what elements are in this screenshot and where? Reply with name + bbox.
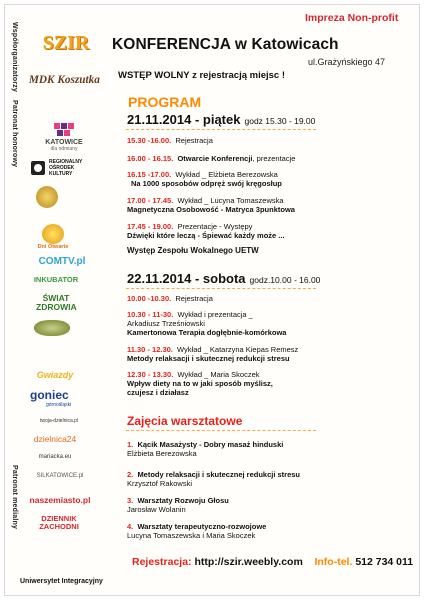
logo-swiat-zdrowia: ŚWIAT ZDROWIA	[36, 293, 77, 312]
logo-mariacka: mariacka.eu	[38, 454, 72, 460]
venue-address: ul.Grażyńskiego 47	[308, 57, 386, 67]
day2-item-4: 12.30 - 13.30. Wykład _ Maria Skoczek Wpływ diety na to w jaki sposób myślisz, czujesz i działasz	[127, 370, 273, 397]
phone-number: 512 734 011	[355, 556, 414, 568]
katowice-icon	[52, 121, 76, 139]
rok-icon	[30, 159, 46, 177]
free-entry-note: WSTĘP WOLNY z rejestracją miejsc !	[118, 70, 286, 81]
workshops-divider	[126, 430, 316, 431]
logo-gwiazdy: Gwiazdy	[36, 370, 74, 380]
registration-link[interactable]: http://szir.weebly.com	[194, 556, 303, 568]
day2-heading: 22.11.2014 - sobota godz.10.00 - 16.00	[127, 271, 321, 286]
green-seal	[34, 320, 70, 336]
workshop-2: 2. Metody relaksacji i skutecznej redukcji stresu Krzysztof Rakowski	[127, 470, 301, 488]
seal-emblem	[36, 186, 58, 208]
workshops-heading: Zajęcia warsztatowe	[127, 414, 243, 428]
side-label-cooperators: Współorganizatorzy	[11, 22, 18, 93]
logo-comtv: COMTV.pl	[38, 255, 86, 267]
day2-item-3: 11.30 - 12.30. Wykład _ Katarzyna Kiepas Remesz Metody relaksacji i skutecznej redukcji stresu	[127, 345, 299, 363]
day1-item-2: 16.00 - 16.15. Otwarcie Konferencji, prezentacje	[127, 154, 296, 163]
day1-item-6: Występ Zespołu Wokalnego UETW	[127, 246, 259, 255]
logo-dziennik-zachodni: DZIENNIK ZACHODNI	[39, 514, 79, 531]
logo-naszemiasto: naszemiasto.pl	[29, 495, 91, 505]
logo-twoja-dzielnica: twoja-dzielnica.pl	[39, 418, 79, 424]
logo-mdk: MDK Koszutka	[28, 72, 100, 86]
page-title: KONFERENCJA w Katowicach	[112, 36, 339, 53]
logo-goniec: goniec górnośląski	[30, 388, 72, 408]
day1-item-5: 17.45 - 19.00. Prezentacje - Występy Dźwięki które leczą - Śpiewać każdy może ...	[127, 222, 285, 240]
day1-item-1: 15.30 -16.00. Rejestracja	[127, 136, 213, 145]
logo-silkatowice: SILKATOWICE.pl	[36, 473, 84, 479]
registration-footer: Rejestracja: http://szir.weebly.com Info-tel. 512 734 011	[132, 556, 414, 568]
workshop-3: 3. Warsztaty Rozwoju Głosu Jarosław Wolanin	[127, 496, 229, 514]
logo-katowice: KATOWICE dla odmiany	[38, 118, 90, 154]
day1-item-3: 16.15 -17.00. Wykład _ Elżbieta Berezowska Na 1000 sposobów odpręż swój kręgosłup	[127, 170, 282, 188]
university-label: Uniwersytet Integracyjny	[20, 578, 103, 585]
day1-divider	[126, 129, 316, 130]
day2-divider	[126, 288, 316, 289]
day2-item-1: 10.00 -10.30. Rejestracja	[127, 294, 213, 303]
side-label-media: Patronat medialny	[11, 465, 18, 530]
day1-item-4: 17.00 - 17.45. Wykład _ Lucyna Tomaszewska Magnetyczna Osobowość - Matryca 3punktowa	[127, 196, 295, 214]
logo-szir: SZIR	[42, 31, 90, 54]
non-profit-tag: Impreza Non-profit	[305, 12, 399, 24]
logo-dzielnica24: dzielnica24	[33, 434, 77, 444]
day1-heading: 21.11.2014 - piątek godz 15.30 - 19.00	[127, 112, 316, 127]
logo-inkubator: INKUBATOR	[33, 274, 79, 284]
day2-item-2: 10.30 - 11-30. Wykład i prezentacja _ Arkadiusz Trześniowski Kamertonowa Terapia dogłębnie-komórkowa	[127, 310, 287, 337]
logo-dni-otwarte: Dni Otwarte	[36, 220, 70, 254]
workshop-4: 4. Warsztaty terapeutyczno-rozwojowe Lucyna Tomaszewska i Maria Skoczek	[127, 522, 267, 540]
workshop-1: 1. Kącik Masażysty - Dobry masaż hinduski Elżbieta Berezowska	[127, 440, 284, 458]
side-label-honorary: Patronat honorowy	[11, 100, 18, 168]
logo-rok: REGIONALNY OŚRODEK KULTURY	[30, 156, 110, 180]
program-heading: PROGRAM	[128, 94, 202, 110]
